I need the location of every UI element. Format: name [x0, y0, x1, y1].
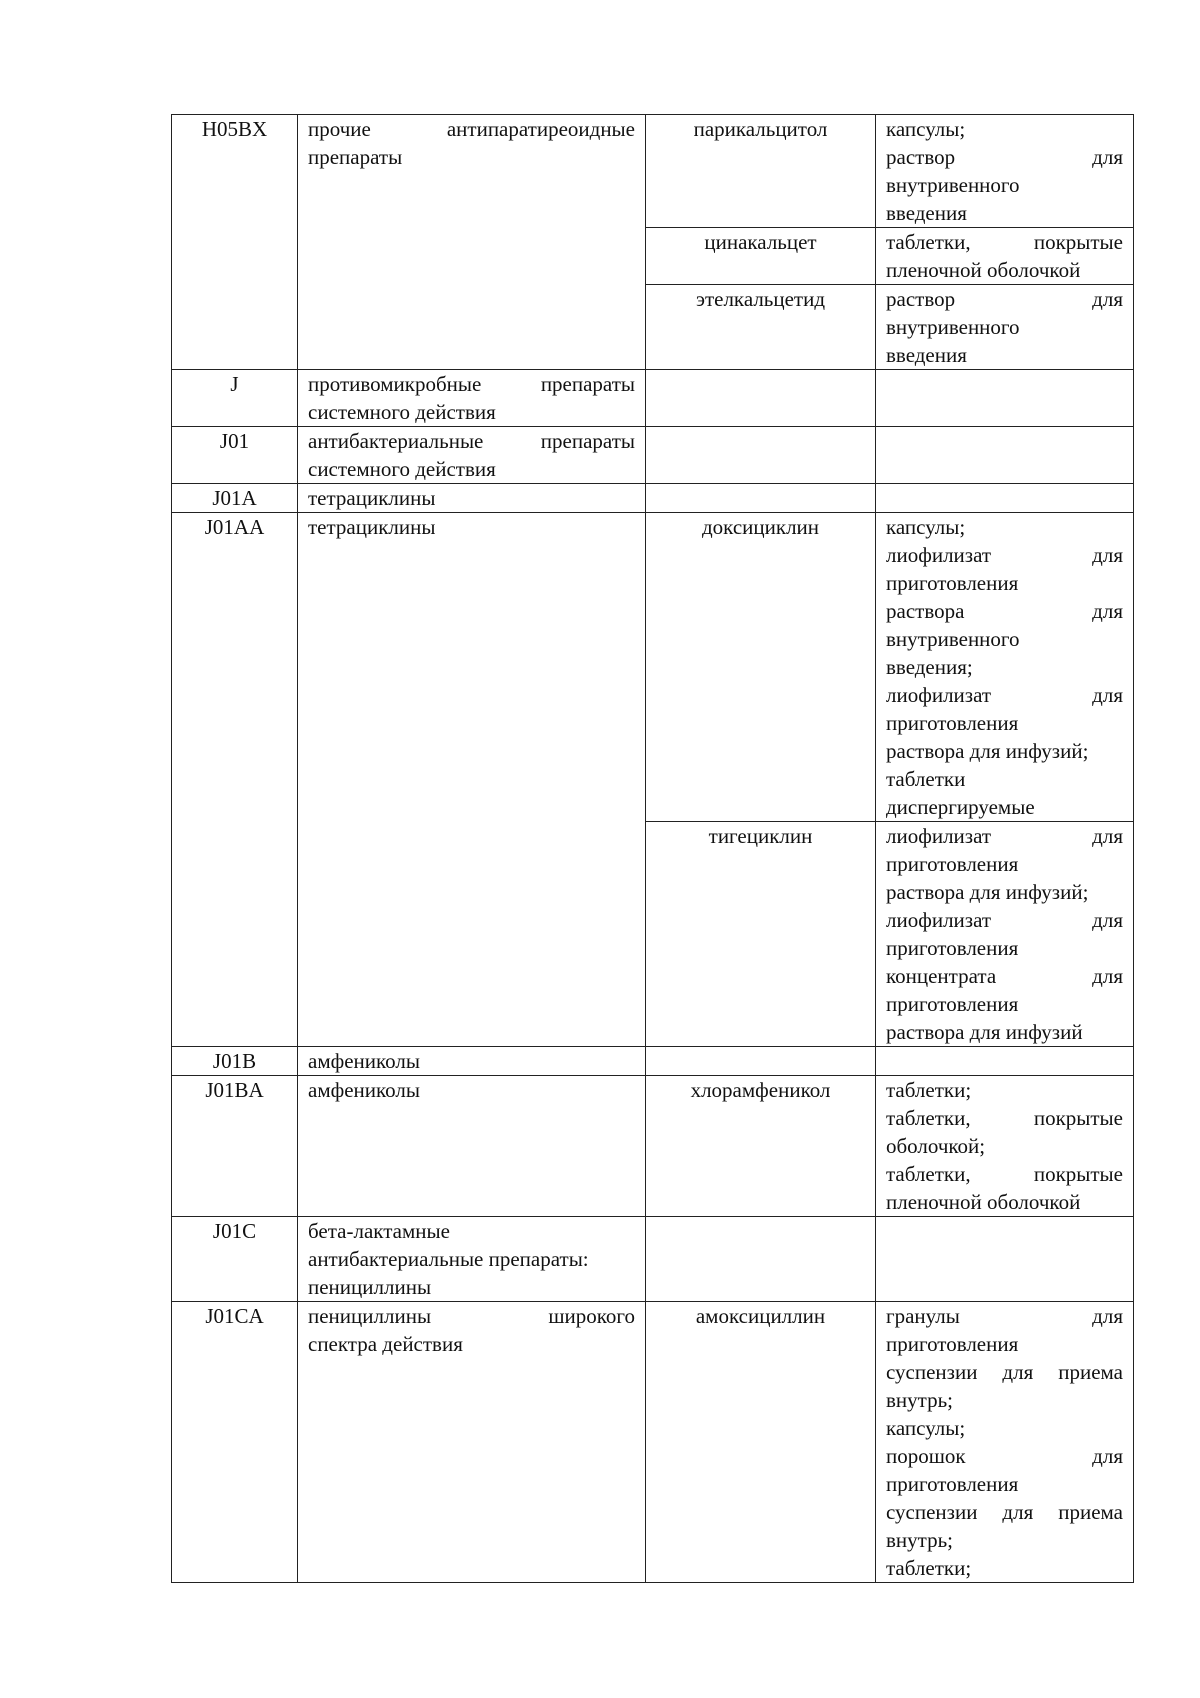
atc-group-name: пенициллины широкого спектра действия — [298, 1302, 646, 1583]
atc-code: J — [172, 370, 298, 427]
drug-list-table — [171, 114, 1134, 1583]
atc-group-name: противомикробные препараты системного действия — [298, 370, 646, 427]
dosage-forms-empty — [876, 484, 1134, 513]
atc-group-name: антибактериальные препараты системного действия — [298, 427, 646, 484]
dosage-forms: раствор для внутривенного введения — [876, 285, 1134, 370]
atc-code: H05BX — [172, 115, 298, 370]
drug-name-empty — [646, 1047, 876, 1076]
atc-group-name: прочие антипаратиреоидные препараты — [298, 115, 646, 370]
drug-name-empty — [646, 370, 876, 427]
drug-name: парикальцитол — [646, 115, 876, 228]
atc-group-name: амфениколы — [298, 1047, 646, 1076]
table-row — [172, 115, 1134, 228]
table-row — [172, 484, 1134, 513]
atc-code: J01C — [172, 1217, 298, 1302]
atc-group-name: тетрациклины — [298, 513, 646, 1047]
drug-name: амоксициллин — [646, 1302, 876, 1583]
atc-group-name: тетрациклины — [298, 484, 646, 513]
drug-name-empty — [646, 427, 876, 484]
atc-code: J01B — [172, 1047, 298, 1076]
dosage-forms-empty — [876, 1217, 1134, 1302]
table-row — [172, 513, 1134, 822]
dosage-forms: гранулы для приготовления суспензии для приема внутрь; капсулы; порошок для приготовления суспензии для приема внутрь; таблетки; — [876, 1302, 1134, 1583]
atc-code: J01AA — [172, 513, 298, 1047]
table-row — [172, 1217, 1134, 1302]
drug-name: цинакальцет — [646, 228, 876, 285]
atc-group-name: бета-лактамные антибактериальные препараты: пенициллины — [298, 1217, 646, 1302]
table-row — [172, 370, 1134, 427]
drug-name-empty — [646, 484, 876, 513]
dosage-forms: капсулы; лиофилизат для приготовления раствора для внутривенного введения; лиофилизат для приготовления раствора для инфузий; таблетки диспергируемые — [876, 513, 1134, 822]
table-row — [172, 427, 1134, 484]
dosage-forms-empty — [876, 370, 1134, 427]
table-row — [172, 1047, 1134, 1076]
drug-name: тигециклин — [646, 822, 876, 1047]
drug-name: доксициклин — [646, 513, 876, 822]
table-row — [172, 1076, 1134, 1217]
table-row — [172, 1302, 1134, 1583]
dosage-forms: таблетки, покрытые пленочной оболочкой — [876, 228, 1134, 285]
drug-name: хлорамфеникол — [646, 1076, 876, 1217]
drug-name: этелкальцетид — [646, 285, 876, 370]
atc-code: J01A — [172, 484, 298, 513]
dosage-forms-empty — [876, 1047, 1134, 1076]
dosage-forms: таблетки; таблетки, покрытые оболочкой; таблетки, покрытые пленочной оболочкой — [876, 1076, 1134, 1217]
atc-code: J01 — [172, 427, 298, 484]
atc-code: J01BA — [172, 1076, 298, 1217]
dosage-forms-empty — [876, 427, 1134, 484]
dosage-forms: капсулы; раствор для внутривенного введения — [876, 115, 1134, 228]
atc-group-name: амфениколы — [298, 1076, 646, 1217]
drug-name-empty — [646, 1217, 876, 1302]
atc-code: J01CA — [172, 1302, 298, 1583]
dosage-forms: лиофилизат для приготовления раствора для инфузий; лиофилизат для приготовления концентрата для приготовления раствора для инфузий — [876, 822, 1134, 1047]
